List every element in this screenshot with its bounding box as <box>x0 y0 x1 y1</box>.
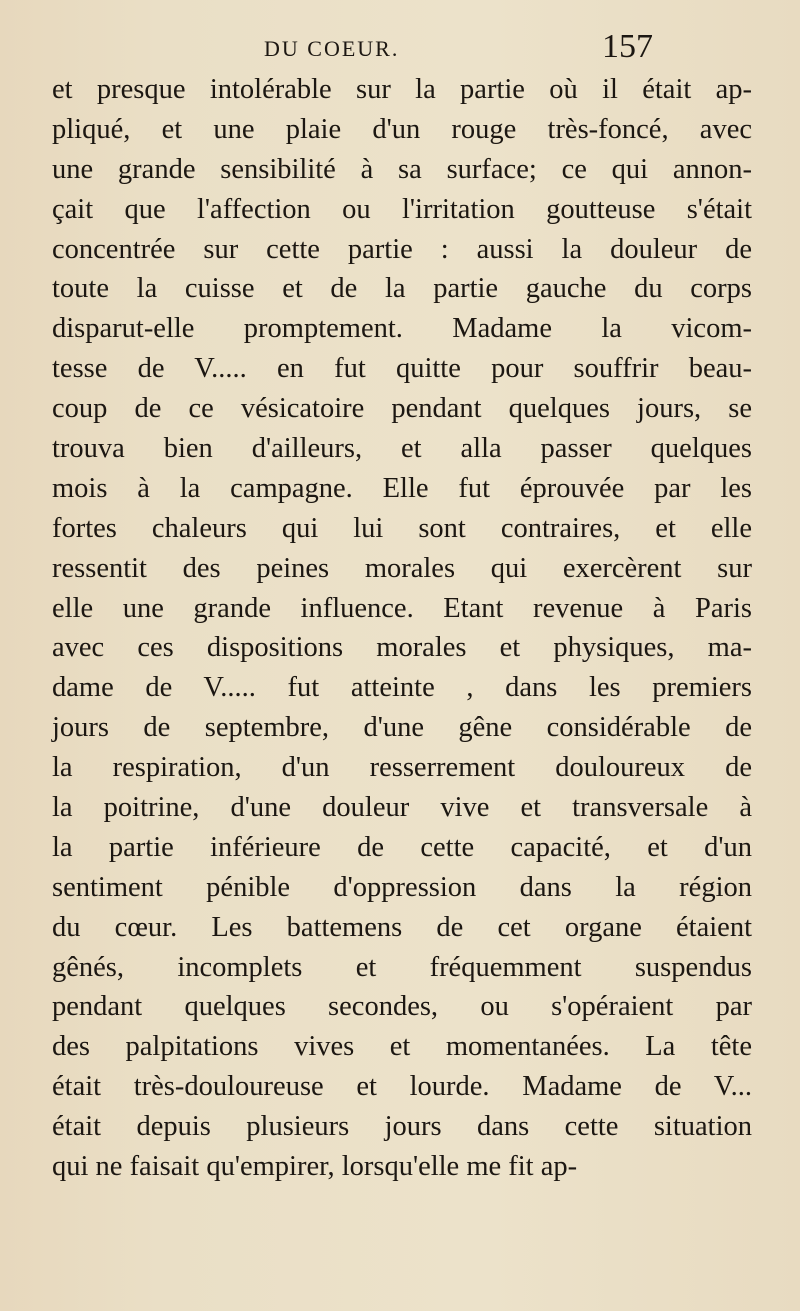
text-line-25: des palpitations vives et momentanées. La tête <box>52 1031 752 1063</box>
text-line-5: concentrée sur cette partie : aussi la douleur de <box>52 233 752 265</box>
running-title: DU COEUR. <box>264 36 400 61</box>
text-line-20: la partie inférieure de cette capacité, et d'un <box>52 831 752 863</box>
text-line-8: tesse de V..... en fut quitte pour souffrir beau- <box>52 353 752 385</box>
text-line-22: du cœur. Les battemens de cet organe étaient <box>52 911 752 943</box>
text-line-26: était très-douloureuse et lourde. Madame de V... <box>52 1071 752 1103</box>
page-number: 157 <box>602 28 653 65</box>
text-line-7: disparut-elle promptement. Madame la vicom- <box>52 313 752 345</box>
text-line-9: coup de ce vésicatoire pendant quelques jours, se <box>52 393 752 425</box>
text-line-16: dame de V..... fut atteinte , dans les premiers <box>52 672 752 704</box>
text-line-18: la respiration, d'un resserrement douloureux de <box>52 752 752 784</box>
body-text <box>52 70 752 1187</box>
text-line-17: jours de septembre, d'une gêne considérable de <box>52 712 752 744</box>
text-line-15: avec ces dispositions morales et physiques, ma- <box>52 632 752 664</box>
text-line-4: çait que l'affection ou l'irritation goutteuse s'était <box>52 193 752 225</box>
text-line-6: toute la cuisse et de la partie gauche du corps <box>52 273 752 305</box>
text-line-11: mois à la campagne. Elle fut éprouvée par les <box>52 472 752 504</box>
text-line-12: fortes chaleurs qui lui sont contraires, et elle <box>52 512 752 544</box>
text-line-13: ressentit des peines morales qui exercèrent sur <box>52 552 752 584</box>
text-line-2: pliqué, et une plaie d'un rouge très-foncé, avec <box>52 113 752 145</box>
text-line-23: gênés, incomplets et fréquemment suspendus <box>52 951 752 983</box>
text-line-10: trouva bien d'ailleurs, et alla passer quelques <box>52 433 752 465</box>
text-line-1: et presque intolérable sur la partie où il était ap- <box>52 74 752 105</box>
text-line-21: sentiment pénible d'oppression dans la région <box>52 871 752 903</box>
text-line-3: une grande sensibilité à sa surface; ce qui annon- <box>52 153 752 185</box>
running-head <box>0 30 800 70</box>
text-line-19: la poitrine, d'une douleur vive et transversale à <box>52 792 752 824</box>
text-line-28: qui ne faisait qu'empirer, lorsqu'elle me fit ap- <box>52 1151 578 1183</box>
text-line-24: pendant quelques secondes, ou s'opéraient par <box>52 991 752 1023</box>
text-line-14: elle une grande influence. Etant revenue à Paris <box>52 592 752 624</box>
text-line-27: était depuis plusieurs jours dans cette situation <box>52 1111 752 1143</box>
